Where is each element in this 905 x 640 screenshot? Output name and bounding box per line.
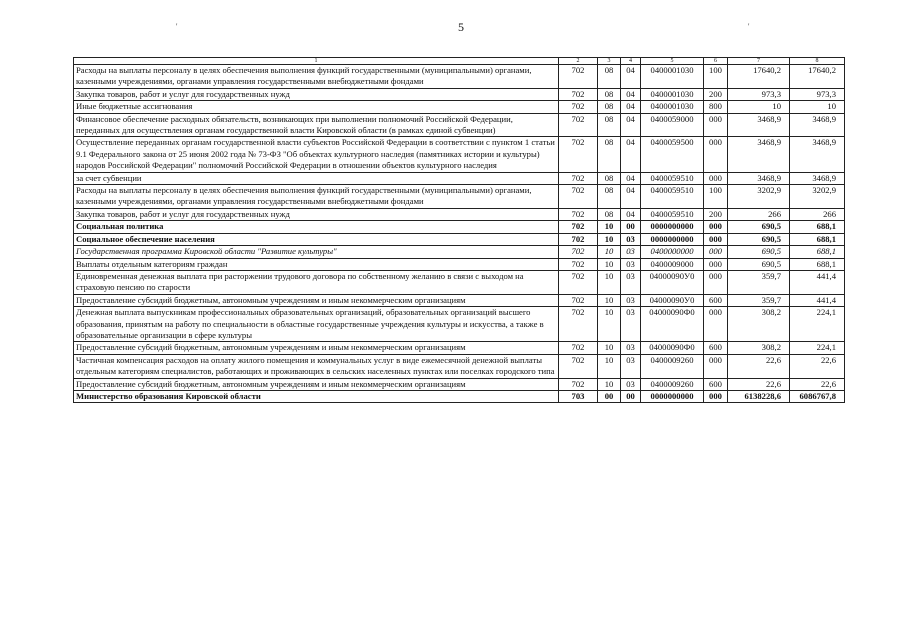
- table-row: [74, 233, 845, 245]
- section-cell: 08: [598, 172, 621, 184]
- table-row: [74, 185, 845, 209]
- column-header: 7: [728, 58, 790, 65]
- table-header-row: [74, 58, 845, 65]
- table-row: [74, 354, 845, 378]
- subsection-cell: 04: [621, 88, 641, 100]
- amount-year-1-cell: 17640,2: [728, 65, 790, 89]
- subsection-cell: 03: [621, 258, 641, 270]
- target-article-cell: 0400059510: [641, 185, 704, 209]
- table-row: [74, 137, 845, 172]
- expense-type-cell: 200: [704, 208, 728, 220]
- amount-year-1-cell: 690,5: [728, 258, 790, 270]
- amount-year-2-cell: 17640,2: [790, 65, 845, 89]
- row-name-cell: Расходы на выплаты персоналу в целях обеспечения выполнения функций государственными (муниципальными) органами, казенными учреждениями, органами управления государственными внебюджетными фондами: [74, 65, 559, 89]
- scan-mark: ': [176, 22, 178, 31]
- row-name-cell: Предоставление субсидий бюджетным, автономным учреждениям и иным некоммерческим организациям: [74, 378, 559, 390]
- amount-year-2-cell: 441,4: [790, 294, 845, 306]
- row-name-cell: Денежная выплата выпускникам профессиональных образовательных организаций, образовательных организаций высшего образования, принятым на работу по специальности в областные государственные учреждения культуры и искусства, а также в образовательные организации в сфере культуры: [74, 307, 559, 342]
- amount-year-2-cell: 266: [790, 208, 845, 220]
- target-article-cell: 0000000000: [641, 390, 704, 402]
- row-name-cell: Государственная программа Кировской области "Развитие культуры": [74, 246, 559, 258]
- subsection-cell: 04: [621, 113, 641, 137]
- column-header: 2: [559, 58, 598, 65]
- amount-year-1-cell: 359,7: [728, 270, 790, 294]
- expense-type-cell: 100: [704, 65, 728, 89]
- table-row: [74, 88, 845, 100]
- ministry-code-cell: 702: [559, 137, 598, 172]
- amount-year-1-cell: 690,5: [728, 233, 790, 245]
- expense-type-cell: 000: [704, 307, 728, 342]
- table-row: [74, 294, 845, 306]
- row-name-cell: Предоставление субсидий бюджетным, автономным учреждениям и иным некоммерческим организациям: [74, 294, 559, 306]
- section-cell: 10: [598, 258, 621, 270]
- ministry-code-cell: 702: [559, 113, 598, 137]
- amount-year-2-cell: 224,1: [790, 342, 845, 354]
- row-name-cell: Осуществление переданных органам государственной власти субъектов Российской Федерации в соответствии с пунктом 1 статьи 9.1 Федерального закона от 25 июня 2002 года № 73-ФЗ "Об объектах культурного наследия (памятниках истории и культуры) народов Российской Федерации" полномочий Российской Федерации в отношении объектов культурного наследия: [74, 137, 559, 172]
- column-header: 1: [74, 58, 559, 65]
- section-cell: 10: [598, 378, 621, 390]
- subsection-cell: 04: [621, 65, 641, 89]
- section-cell: 10: [598, 307, 621, 342]
- target-article-cell: 0400059500: [641, 137, 704, 172]
- target-article-cell: 0400001030: [641, 65, 704, 89]
- row-name-cell: Расходы на выплаты персоналу в целях обеспечения выполнения функций государственными (муниципальными) органами, казенными учреждениями, органами управления государственными внебюджетными фондами: [74, 185, 559, 209]
- column-header: 4: [621, 58, 641, 65]
- row-name-cell: Министерство образования Кировской области: [74, 390, 559, 402]
- subsection-cell: 03: [621, 246, 641, 258]
- amount-year-2-cell: 22,6: [790, 378, 845, 390]
- table-row: [74, 101, 845, 113]
- amount-year-2-cell: 688,1: [790, 258, 845, 270]
- subsection-cell: 03: [621, 294, 641, 306]
- section-cell: 08: [598, 101, 621, 113]
- ministry-code-cell: 702: [559, 378, 598, 390]
- subsection-cell: 04: [621, 208, 641, 220]
- amount-year-1-cell: 3468,9: [728, 172, 790, 184]
- expense-type-cell: 000: [704, 258, 728, 270]
- subsection-cell: 04: [621, 137, 641, 172]
- table-row: [74, 208, 845, 220]
- target-article-cell: 04000090У0: [641, 294, 704, 306]
- amount-year-2-cell: 10: [790, 101, 845, 113]
- table-row: [74, 307, 845, 342]
- row-name-cell: за счет субвенции: [74, 172, 559, 184]
- scan-mark: ': [748, 22, 750, 31]
- expense-type-cell: 800: [704, 101, 728, 113]
- section-cell: 10: [598, 354, 621, 378]
- subsection-cell: 00: [621, 390, 641, 402]
- expense-type-cell: 000: [704, 390, 728, 402]
- target-article-cell: 0400059000: [641, 113, 704, 137]
- amount-year-1-cell: 3468,9: [728, 113, 790, 137]
- target-article-cell: 04000090Ф0: [641, 307, 704, 342]
- expense-type-cell: 000: [704, 233, 728, 245]
- expense-type-cell: 000: [704, 221, 728, 233]
- ministry-code-cell: 702: [559, 65, 598, 89]
- amount-year-1-cell: 690,5: [728, 246, 790, 258]
- target-article-cell: 0400000000: [641, 246, 704, 258]
- section-cell: 10: [598, 294, 621, 306]
- amount-year-2-cell: 6086767,8: [790, 390, 845, 402]
- amount-year-2-cell: 688,1: [790, 221, 845, 233]
- subsection-cell: 03: [621, 233, 641, 245]
- table-row: [74, 258, 845, 270]
- section-cell: 08: [598, 88, 621, 100]
- ministry-code-cell: 702: [559, 172, 598, 184]
- amount-year-2-cell: 224,1: [790, 307, 845, 342]
- target-article-cell: 04000090Ф0: [641, 342, 704, 354]
- target-article-cell: 0400001030: [641, 101, 704, 113]
- section-cell: 00: [598, 390, 621, 402]
- row-name-cell: Выплаты отдельным категориям граждан: [74, 258, 559, 270]
- section-cell: 10: [598, 342, 621, 354]
- column-header: 5: [641, 58, 704, 65]
- ministry-code-cell: 702: [559, 294, 598, 306]
- subsection-cell: 04: [621, 185, 641, 209]
- target-article-cell: 0400001030: [641, 88, 704, 100]
- table-row: [74, 65, 845, 89]
- subsection-cell: 00: [621, 221, 641, 233]
- amount-year-1-cell: 22,6: [728, 354, 790, 378]
- amount-year-1-cell: 359,7: [728, 294, 790, 306]
- table-row: [74, 378, 845, 390]
- section-cell: 10: [598, 221, 621, 233]
- amount-year-1-cell: 308,2: [728, 307, 790, 342]
- row-name-cell: Финансовое обеспечение расходных обязательств, возникающих при выполнении полномочий Российской Федерации, переданных для осуществления органам государственной власти Кировской области (в рамках единой субвенции): [74, 113, 559, 137]
- page-number: 5: [458, 20, 464, 34]
- amount-year-2-cell: 441,4: [790, 270, 845, 294]
- ministry-code-cell: 702: [559, 185, 598, 209]
- column-header: 8: [790, 58, 845, 65]
- expense-type-cell: 200: [704, 88, 728, 100]
- expense-type-cell: 600: [704, 378, 728, 390]
- amount-year-2-cell: 3202,9: [790, 185, 845, 209]
- table-row: [74, 113, 845, 137]
- ministry-code-cell: 702: [559, 221, 598, 233]
- amount-year-1-cell: 3468,9: [728, 137, 790, 172]
- ministry-code-cell: 702: [559, 354, 598, 378]
- expense-type-cell: 100: [704, 185, 728, 209]
- amount-year-2-cell: 973,3: [790, 88, 845, 100]
- amount-year-1-cell: 266: [728, 208, 790, 220]
- target-article-cell: 04000090У0: [641, 270, 704, 294]
- subsection-cell: 03: [621, 307, 641, 342]
- table-row: [74, 390, 845, 402]
- subsection-cell: 03: [621, 342, 641, 354]
- column-header: 3: [598, 58, 621, 65]
- expense-type-cell: 600: [704, 294, 728, 306]
- budget-table: [73, 57, 845, 403]
- ministry-code-cell: 702: [559, 270, 598, 294]
- ministry-code-cell: 702: [559, 246, 598, 258]
- table-row: [74, 172, 845, 184]
- section-cell: 10: [598, 270, 621, 294]
- amount-year-1-cell: 6138228,6: [728, 390, 790, 402]
- ministry-code-cell: 702: [559, 101, 598, 113]
- ministry-code-cell: 703: [559, 390, 598, 402]
- target-article-cell: 0400059510: [641, 208, 704, 220]
- expense-type-cell: 000: [704, 270, 728, 294]
- target-article-cell: 0000000000: [641, 221, 704, 233]
- section-cell: 08: [598, 185, 621, 209]
- table-row: [74, 342, 845, 354]
- amount-year-2-cell: 3468,9: [790, 113, 845, 137]
- amount-year-1-cell: 973,3: [728, 88, 790, 100]
- subsection-cell: 03: [621, 378, 641, 390]
- amount-year-2-cell: 688,1: [790, 246, 845, 258]
- expense-type-cell: 000: [704, 137, 728, 172]
- subsection-cell: 03: [621, 354, 641, 378]
- amount-year-2-cell: 22,6: [790, 354, 845, 378]
- ministry-code-cell: 702: [559, 258, 598, 270]
- ministry-code-cell: 702: [559, 307, 598, 342]
- table-row: [74, 221, 845, 233]
- ministry-code-cell: 702: [559, 208, 598, 220]
- expense-type-cell: 000: [704, 113, 728, 137]
- amount-year-2-cell: 3468,9: [790, 137, 845, 172]
- target-article-cell: 0000000000: [641, 233, 704, 245]
- section-cell: 08: [598, 113, 621, 137]
- amount-year-2-cell: 688,1: [790, 233, 845, 245]
- subsection-cell: 04: [621, 101, 641, 113]
- section-cell: 10: [598, 246, 621, 258]
- amount-year-2-cell: 3468,9: [790, 172, 845, 184]
- row-name-cell: Социальная политика: [74, 221, 559, 233]
- subsection-cell: 03: [621, 270, 641, 294]
- table-row: [74, 270, 845, 294]
- table-row: [74, 246, 845, 258]
- amount-year-1-cell: 22,6: [728, 378, 790, 390]
- row-name-cell: Социальное обеспечение населения: [74, 233, 559, 245]
- target-article-cell: 0400009000: [641, 258, 704, 270]
- row-name-cell: Иные бюджетные ассигнования: [74, 101, 559, 113]
- target-article-cell: 0400059510: [641, 172, 704, 184]
- amount-year-1-cell: 690,5: [728, 221, 790, 233]
- expense-type-cell: 000: [704, 246, 728, 258]
- section-cell: 08: [598, 137, 621, 172]
- ministry-code-cell: 702: [559, 233, 598, 245]
- expense-type-cell: 000: [704, 172, 728, 184]
- row-name-cell: Частичная компенсация расходов на оплату жилого помещения и коммунальных услуг в виде ежемесячной денежной выплаты отдельным категориям специалистов, работающих и проживающих в сельских населенных пунктах или поселках городского типа: [74, 354, 559, 378]
- ministry-code-cell: 702: [559, 342, 598, 354]
- amount-year-1-cell: 3202,9: [728, 185, 790, 209]
- section-cell: 08: [598, 65, 621, 89]
- ministry-code-cell: 702: [559, 88, 598, 100]
- row-name-cell: Закупка товаров, работ и услуг для государственных нужд: [74, 88, 559, 100]
- section-cell: 08: [598, 208, 621, 220]
- amount-year-1-cell: 10: [728, 101, 790, 113]
- row-name-cell: Предоставление субсидий бюджетным, автономным учреждениям и иным некоммерческим организациям: [74, 342, 559, 354]
- expense-type-cell: 600: [704, 342, 728, 354]
- amount-year-1-cell: 308,2: [728, 342, 790, 354]
- target-article-cell: 0400009260: [641, 354, 704, 378]
- column-header: 6: [704, 58, 728, 65]
- row-name-cell: Единовременная денежная выплата при расторжении трудового договора по собственному желанию в связи с выходом на страховую пенсию по старости: [74, 270, 559, 294]
- subsection-cell: 04: [621, 172, 641, 184]
- row-name-cell: Закупка товаров, работ и услуг для государственных нужд: [74, 208, 559, 220]
- section-cell: 10: [598, 233, 621, 245]
- target-article-cell: 0400009260: [641, 378, 704, 390]
- expense-type-cell: 000: [704, 354, 728, 378]
